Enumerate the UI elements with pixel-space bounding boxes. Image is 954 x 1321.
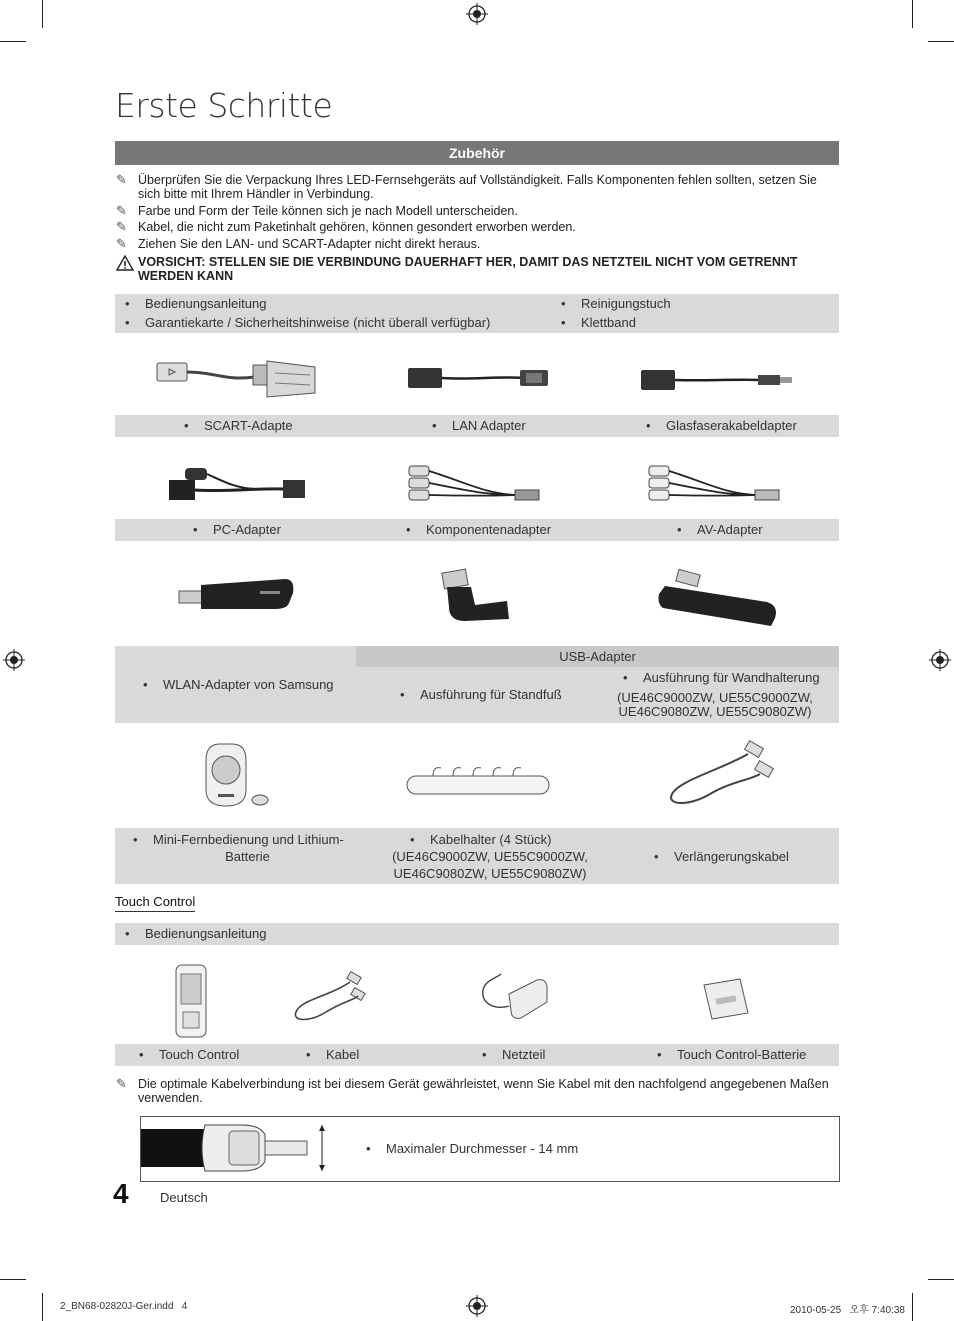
warning-note: VORSICHT: STELLEN SIE DIE VERBINDUNG DAUERHAFT HER, DAMIT DAS NETZTEIL NICHT VOM GETRENNT WERDEN KANN	[116, 255, 836, 283]
row1-labels	[115, 415, 839, 437]
list-item: • Kabel	[326, 1047, 359, 1062]
list-item: • WLAN-Adapter von Samsung	[163, 677, 334, 692]
list-item: • Ausführung für Standfuß	[420, 687, 562, 702]
cable-spec-item: • Maximaler Durchmesser - 14 mm	[386, 1141, 578, 1156]
print-timestamp: 2010-05-25 오후 7:40:38	[790, 1305, 905, 1316]
usb-wall-adapter-icon	[655, 568, 785, 630]
extension-cable-icon	[660, 740, 775, 812]
touch-control-heading: Touch Control	[115, 894, 195, 912]
list-item: • Verlängerungskabel	[674, 849, 789, 864]
model-list: (UE46C9000ZW, UE55C9000ZW,	[617, 690, 813, 705]
lan-adapter-icon	[405, 362, 555, 394]
touch-manual-row	[115, 923, 839, 945]
pc-adapter-icon	[165, 462, 310, 507]
list-item: • Garantiekarte / Sicherheitshinweise (nicht überall verfügbar)	[145, 315, 490, 330]
warning-triangle-icon	[116, 255, 138, 274]
touch-cable-icon	[290, 970, 370, 1025]
note: ✎ Kabel, die nicht zum Paketinhalt gehören, können gesondert erworben werden.	[116, 219, 576, 234]
list-item-continuation: Batterie	[225, 849, 270, 864]
optical-adapter-icon	[638, 365, 798, 395]
list-item: • Touch Control	[159, 1047, 239, 1062]
registration-mark-icon	[466, 1295, 488, 1317]
registration-mark-icon	[3, 649, 25, 671]
list-item: • Bedienungsanleitung	[145, 926, 266, 941]
list-item: • Netzteil	[502, 1047, 545, 1062]
page-number: 4	[113, 1178, 129, 1209]
pencil-note-icon: ✎	[116, 236, 127, 251]
pencil-note-icon: ✎	[116, 172, 127, 187]
list-item: • Kabelhalter (4 Stück)	[430, 832, 551, 847]
model-list: (UE46C9000ZW, UE55C9000ZW,	[392, 849, 588, 864]
row4-labels	[115, 828, 839, 884]
list-item: • Komponentenadapter	[426, 522, 551, 537]
list-item: • PC-Adapter	[213, 522, 281, 537]
scart-adapter-icon	[155, 355, 320, 400]
language-label: Deutsch	[160, 1190, 208, 1205]
print-file-name: 2_BN68-02820J-Ger.indd 4	[60, 1301, 188, 1312]
list-item: • Ausführung für Wandhalterung	[643, 670, 820, 685]
cable-holder-icon	[403, 762, 553, 802]
pencil-note-icon: ✎	[116, 203, 127, 218]
power-adapter-icon	[475, 970, 555, 1025]
model-list: UE46C9080ZW, UE55C9080ZW)	[618, 704, 812, 719]
page-title: Erste Schritte	[115, 86, 333, 125]
section-header: Zubehör	[115, 141, 839, 165]
touch-items-row	[115, 1044, 839, 1066]
row3-labels	[115, 646, 839, 723]
cable-diameter-box	[140, 1116, 840, 1182]
list-item: • Glasfaserakabeldapter	[666, 418, 797, 433]
list-item: • Bedienungsanleitung	[145, 296, 266, 311]
usb-stand-adapter-icon	[435, 565, 515, 625]
note: ✎ Ziehen Sie den LAN- und SCART-Adapter nicht direkt heraus.	[116, 236, 481, 251]
list-item: • SCART-Adapte	[204, 418, 293, 433]
av-adapter-icon	[645, 462, 795, 507]
cable-note: ✎ Die optimale Kabelverbindung ist bei diesem Gerät gewährleistet, wenn Sie Kabel mit den nachfolgend angegebenen Maßen verwenden.	[116, 1076, 829, 1105]
list-item: • Klettband	[581, 315, 636, 330]
cable-diameter-diagram-icon	[141, 1121, 331, 1175]
registration-mark-icon	[466, 3, 488, 25]
registration-mark-icon	[929, 649, 951, 671]
wlan-adapter-icon	[175, 575, 300, 615]
usb-adapter-header: USB-Adapter	[356, 646, 839, 667]
basic-items-row	[115, 294, 839, 333]
row2-labels	[115, 519, 839, 541]
pencil-note-icon: ✎	[116, 1076, 127, 1091]
list-item: • Mini-Fernbedienung und Lithium-	[153, 832, 344, 847]
touch-battery-icon	[698, 975, 753, 1025]
note: ✎ Farbe und Form der Teile können sich je nach Modell unterscheiden.	[116, 203, 518, 218]
list-item: • LAN Adapter	[452, 418, 526, 433]
component-adapter-icon	[405, 462, 555, 507]
mini-remote-icon	[198, 740, 273, 812]
list-item: • Touch Control-Batterie	[677, 1047, 806, 1062]
touch-control-device-icon	[172, 962, 212, 1040]
pencil-note-icon: ✎	[116, 219, 127, 234]
list-item: • Reinigungstuch	[581, 296, 671, 311]
list-item: • AV-Adapter	[697, 522, 763, 537]
note: ✎ Überprüfen Sie die Verpackung Ihres LED-Fernsehgeräts auf Vollständigkeit. Falls Komponenten fehlen sollten, setzen Sie sich bitte mit Ihrem Händler in Verbindung.	[116, 172, 817, 201]
model-list: UE46C9080ZW, UE55C9080ZW)	[393, 866, 587, 881]
